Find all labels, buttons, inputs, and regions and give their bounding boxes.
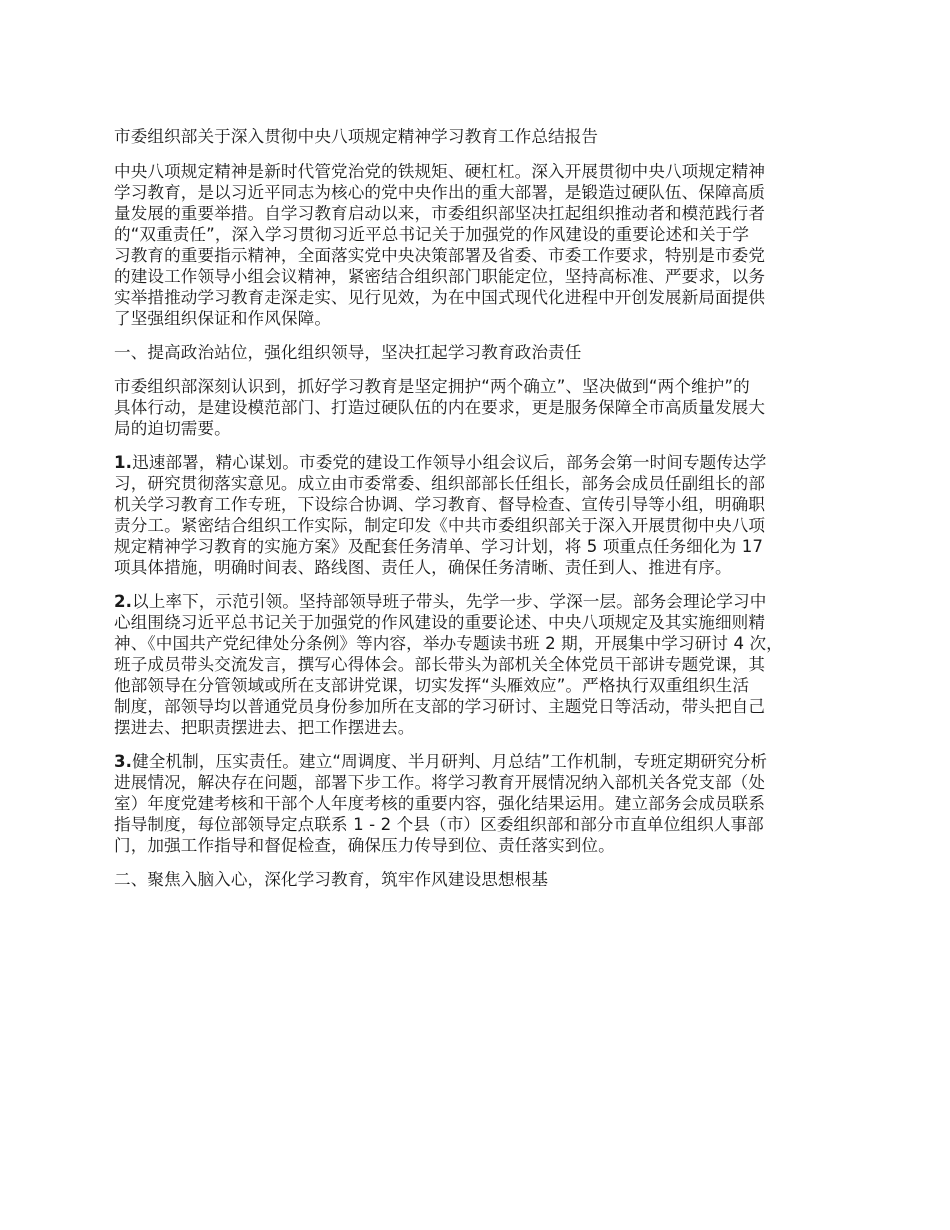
intro-line: 学习教育，是以习近平同志为核心的党中央作出的重大部署，是锻造过硬队伍、保障高质 [114, 183, 766, 202]
document-page [114, 126, 854, 903]
item3-paragraph [114, 751, 854, 856]
item3-line: 门，加强工作指导和督促检查，确保压力传导到位、责任落实到位。 [114, 836, 615, 855]
item1-number: 1. [114, 453, 133, 472]
intro-line: 习教育的重要指示精神，全面落实党中央决策部署及省委、市委工作要求，特别是市委党 [114, 246, 766, 265]
item3-first-line-text: 健全机制，压实责任。建立“周调度、半月研判、月总结”工作机制，专班定期研究分析 [132, 752, 768, 771]
section1-heading: 一、提高政治站位，强化组织领导，坚决扛起学习教育政治责任 [114, 343, 582, 362]
section1-intro-line: 局的迫切需要。 [114, 419, 231, 438]
item1-line: 项具体措施，明确时间表、路线图、责任人，确保任务清晰、责任到人、推进有序。 [114, 558, 732, 577]
intro-line: 中央八项规定精神是新时代管党治党的铁规矩、硬杠杠。深入开展贯彻中央八项规定精神 [114, 162, 766, 181]
item3-line [114, 751, 854, 772]
item2-paragraph [114, 591, 854, 738]
section2-heading: 二、聚焦入脑入心，深化学习教育，筑牢作风建设思想根基 [114, 870, 549, 889]
item2-line: 制度，部领导均以普通党员身份参加所在支部的学习研讨、主题党日等活动，带头把自己 [114, 697, 766, 716]
intro-line: 了坚强组织保证和作风保障。 [114, 309, 332, 328]
item2-line: 他部领导在分管领域或所在支部讲党课，切实发挥“头雁效应”。严格执行双重组织生活 [114, 676, 750, 695]
item2-line: 摆进去、把职责摆进去、把工作摆进去。 [114, 718, 415, 737]
item1-line: 责分工。紧密结合组织工作实际，制定印发《中共市委组织部关于深入开展贯彻中央八项 [114, 516, 766, 535]
intro-paragraph [114, 161, 854, 329]
document-title: 市委组织部关于深入贯彻中央八项规定精神学习教育工作总结报告 [114, 127, 599, 146]
item2-line [114, 591, 854, 612]
item2-number: 2. [114, 592, 133, 611]
section1-intro-line: 具体行动，是建设模范部门、打造过硬队伍的内在要求，更是服务保障全市高质量发展大 [114, 398, 766, 417]
intro-line: 的建设工作领导小组会议精神，紧密结合组织部门职能定位，坚持高标准、严要求，以务 [114, 267, 766, 286]
item1-line: 习，研究贯彻落实意见。成立由市委常委、组织部部长任组长，部务会成员任副组长的部 [114, 474, 766, 493]
item1-paragraph [114, 452, 854, 578]
item3-number: 3. [114, 752, 133, 771]
item2-line: 心组围绕习近平总书记关于加强党的作风建设的重要论述、中央八项规定及其实施细则精 [114, 613, 766, 632]
item3-line: 室）年度党建考核和干部个人年度考核的重要内容，强化结果运用。建立部务会成员联系 [114, 794, 766, 813]
item2-line: 班子成员带头交流发言，撰写心得体会。部长带头为部机关全体党员干部讲专题党课，其 [114, 655, 766, 674]
intro-line: 量发展的重要举措。自学习教育启动以来，市委组织部坚决扛起组织推动者和模范践行者 [114, 204, 766, 223]
section1-intro-line: 市委组织部深刻认识到，抓好学习教育是坚定拥护“两个确立”、坚决做到“两个维护”的 [114, 377, 750, 396]
item2-line: 神、《中国共产党纪律处分条例》等内容，举办专题读书班 2 期，开展集中学习研讨 4 次， [114, 634, 783, 653]
item1-line [114, 452, 854, 473]
section1-heading-block [114, 342, 854, 363]
intro-line: 的“双重责任”，深入学习贯彻习近平总书记关于加强党的作风建设的重要论述和关于学 [114, 225, 750, 244]
item3-line: 进展情况，解决存在问题，部署下步工作。将学习教育开展情况纳入部机关各党支部（处 [114, 773, 766, 792]
document-title-block [114, 126, 854, 147]
intro-line: 实举措推动学习教育走深走实、见行见效，为在中国式现代化进程中开创发展新局面提供 [114, 288, 766, 307]
item1-first-line-text: 迅速部署，精心谋划。市委党的建设工作领导小组会议后，部务会第一时间专题传达学 [132, 453, 767, 472]
item1-line: 规定精神学习教育的实施方案》及配套任务清单、学习计划，将 5 项重点任务细化为 17 [114, 537, 764, 556]
item2-first-line-text: 以上率下，示范引领。坚持部领导班子带头，先学一步、学深一层。部务会理论学习中 [132, 592, 767, 611]
section2-heading-block [114, 869, 854, 890]
item3-line: 指导制度，每位部领导定点联系 1 - 2 个县（市）区委组织部和部分市直单位组织人事部 [114, 815, 764, 834]
item1-line: 机关学习教育工作专班，下设综合协调、学习教育、督导检查、宣传引导等小组，明确职 [114, 495, 766, 514]
section1-intro-paragraph [114, 376, 854, 439]
